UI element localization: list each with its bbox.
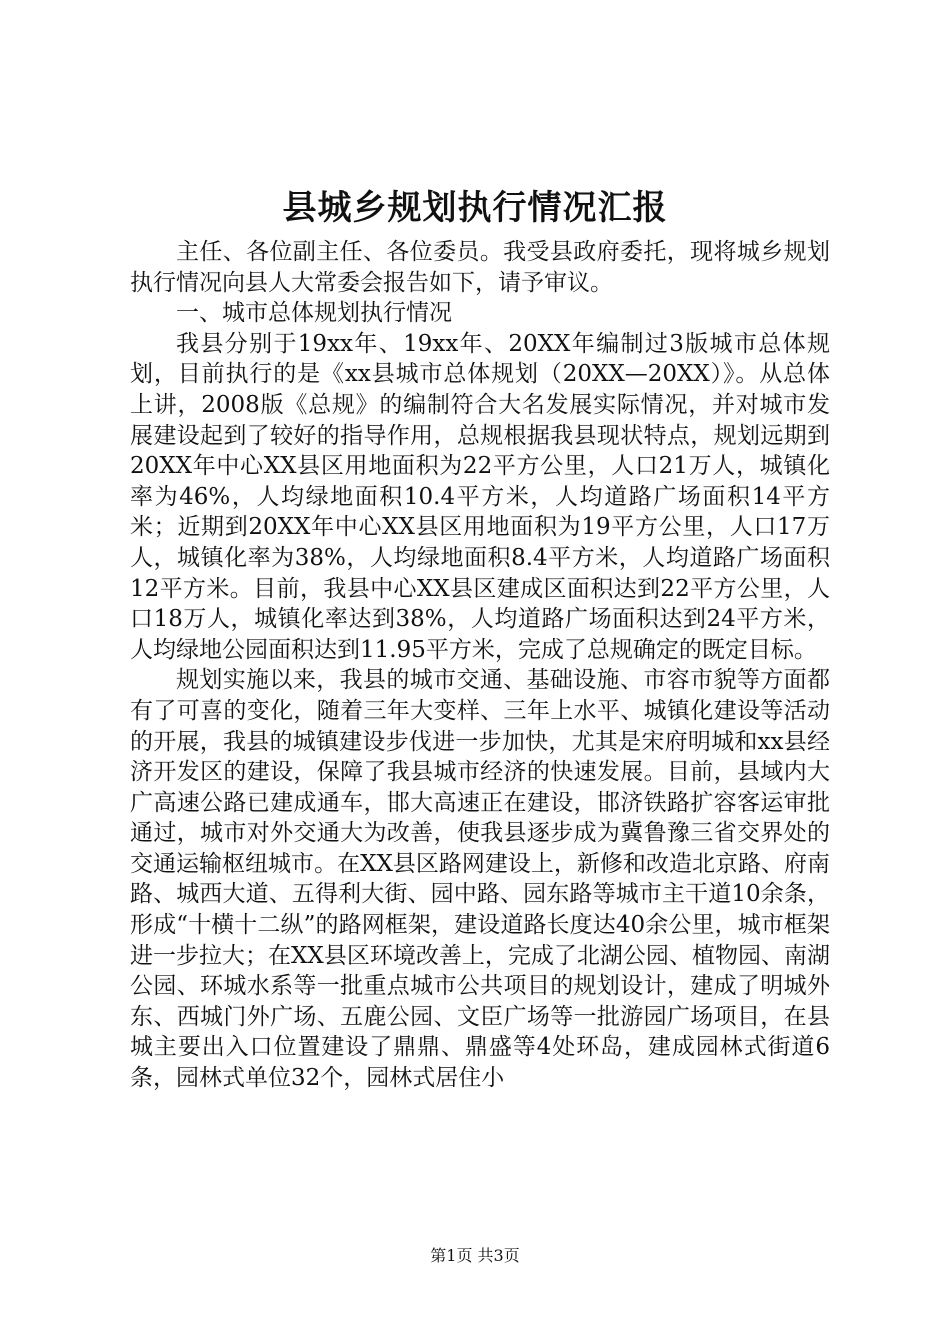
document-body [130,237,830,1094]
paragraph-overall-plan: 我县分别于19xx年、19xx年、20XX年编制过3版城市总体规划，目前执行的是《xx县城市总体规划（20XX—20XX）》。从总体上讲，2008版《总规》的编制符合大名发展实际情况，并对城市发展建设起到了较好的指导作用，总规根据我县现状特点，规划远期到20XX年中心XX县区用地面积为22平方公里，人口21万人，城镇化率为46%，人均绿地面积10.4平方米，人均道路广场面积14平方米；近期到20XX年中心XX县区用地面积为19平方公里，人口17万人，城镇化率为38%，人均绿地面积8.4平方米，人均道路广场面积12平方米。目前，我县中心XX县区建成区面积达到22平方公里，人口18万人，城镇化率达到38%，人均道路广场面积达到24平方米，人均绿地公园面积达到11.95平方米，完成了总规确定的既定目标。 [130,330,830,663]
section-heading: 一、城市总体规划执行情况 [176,300,452,327]
document-title: 县城乡规划执行情况汇报 [282,188,668,228]
paragraph-implementation: 规划实施以来，我县的城市交通、基础设施、市容市貌等方面都有了可喜的变化，随着三年大变样、三年上水平、城镇化建设等活动的开展，我县的城镇建设步伐进一步加快，尤其是宋府明城和xx县经济开发区的建设，保障了我县城市经济的快速发展。目前，县域内大广高速公路已建成通车，邯大高速正在建设，邯济铁路扩容客运审批通过，城市对外交通大为改善，使我县逐步成为冀鲁豫三省交界处的交通运输枢纽城市。在XX县区路网建设上，新修和改造北京路、府南路、城西大道、五得利大街、园中路、园东路等城市主干道10余条，形成“十横十二纵”的路网框架，建设道路长度达40余公里，城市框架进一步拉大；在XX县区环境改善上，完成了北湖公园、植物园、南湖公园、环城水系等一批重点城市公共项目的规划设计，建成了明城外东、西城门外广场、五鹿公园、文臣广场等一批游园广场项目，在县城主要出入口位置建设了鼎鼎、鼎盛等4处环岛，建成园林式街道6条，园林式单位32个，园林式居住小 [130,667,830,1092]
page-number: 第1页 共3页 [430,1246,520,1265]
paragraph-greeting: 主任、各位副主任、各位委员。我受县政府委托，现将城乡规划执行情况向县人大常委会报告如下，请予审议。 [130,239,830,296]
